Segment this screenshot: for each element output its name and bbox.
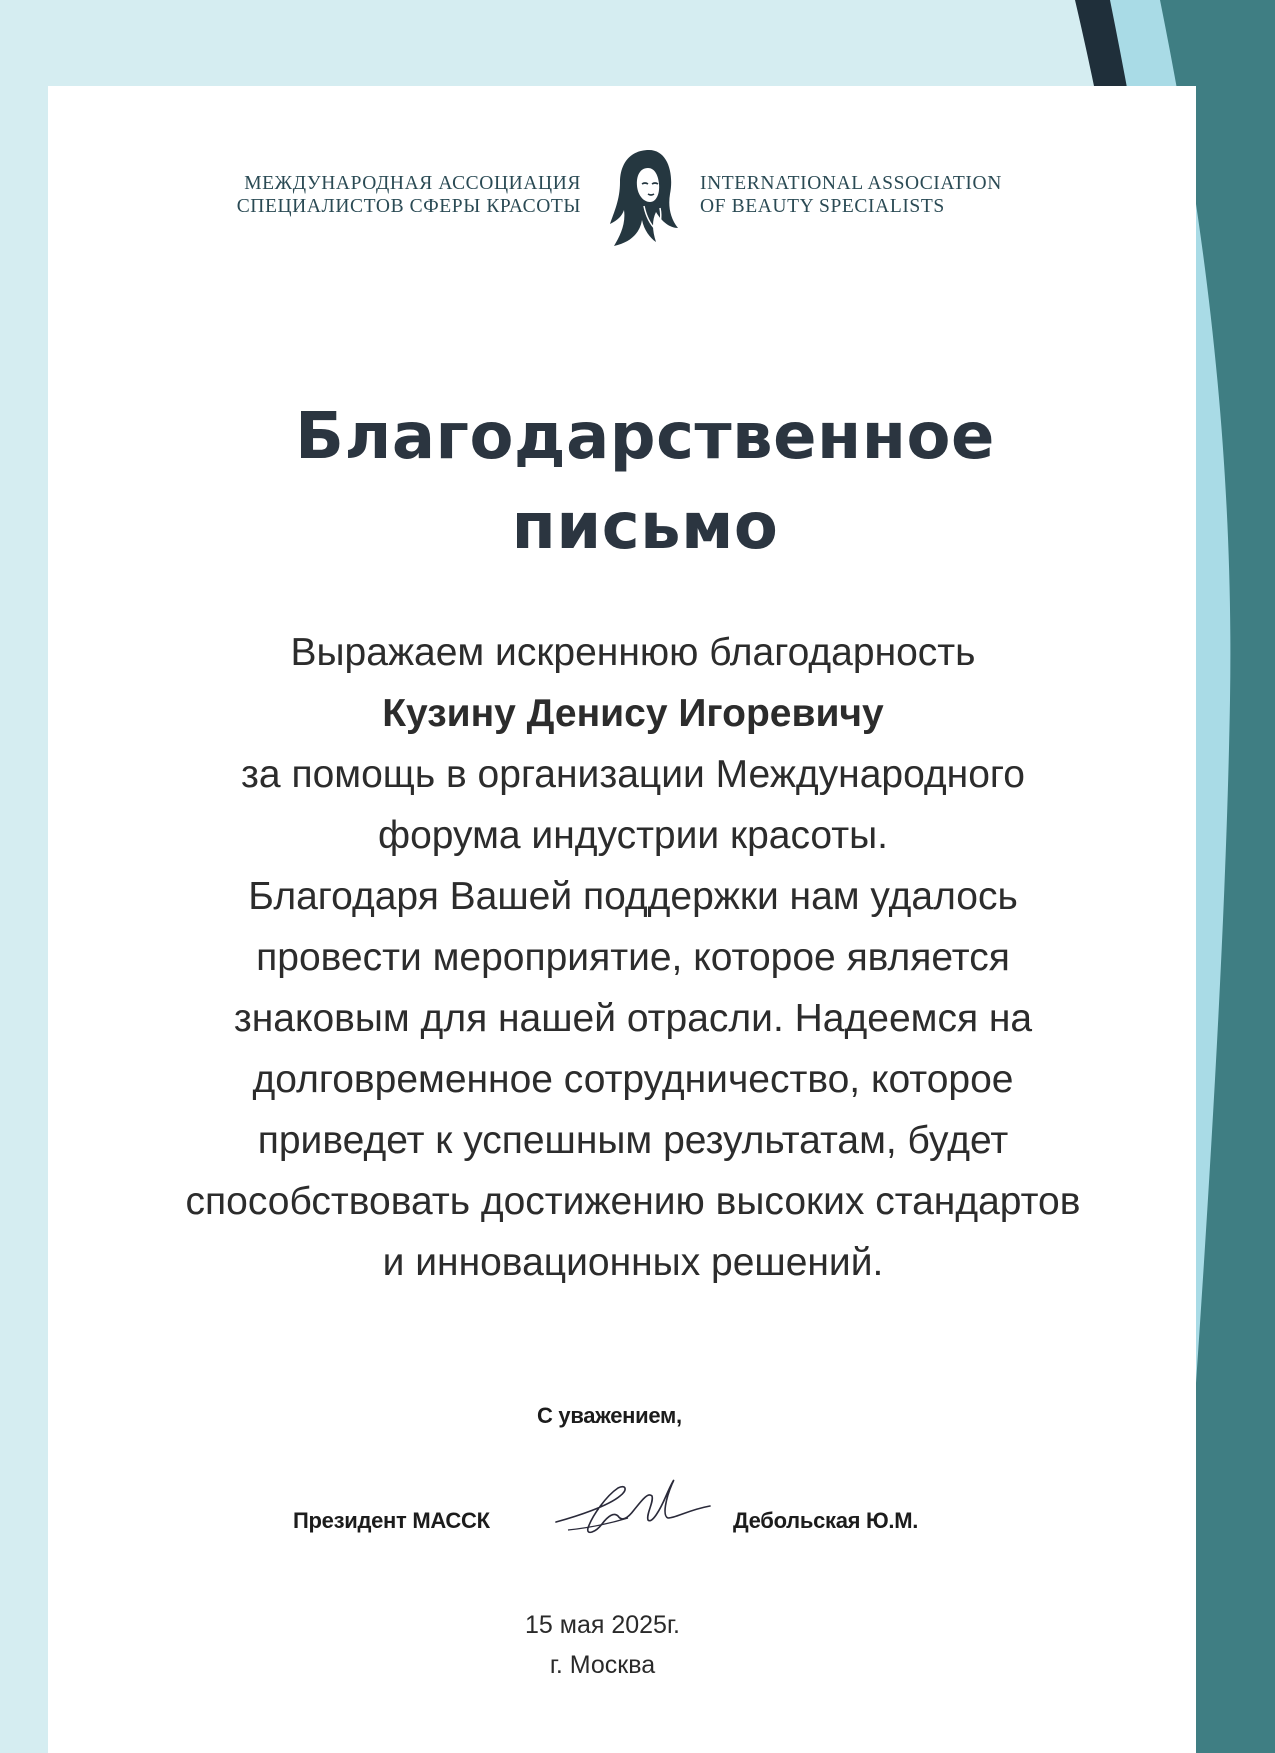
logo-ru-line: МЕЖДУНАРОДНАЯ АССОЦИАЦИЯ (244, 173, 581, 194)
body-line: форума индустрии красоты. (378, 814, 888, 857)
logo-text-ru (237, 172, 581, 218)
title-line: Благодарственное (295, 400, 995, 474)
signatory-role: Президент МАССК (293, 1508, 490, 1533)
signatory-name: Дебольская Ю.М. (733, 1508, 919, 1533)
body-line: Благодаря Вашей поддержки нам удалось (248, 875, 1018, 918)
closing-regards: С уважением, (537, 1403, 682, 1428)
recipient-name: Кузину Денису Игоревичу (382, 692, 884, 735)
woman-silhouette-icon (604, 146, 694, 250)
body-line: способствовать достижению высоких стандартов (185, 1180, 1081, 1223)
letter-text (88, 622, 1178, 1293)
logo-text-en (700, 172, 1002, 218)
body-line: знаковым для нашей отрасли. Надеемся на (233, 997, 1033, 1040)
handwritten-signature-icon (548, 1466, 718, 1546)
letter-date: 15 мая 2025г. (525, 1611, 680, 1639)
body-line: и инновационных решений. (382, 1241, 884, 1284)
intro-line: Выражаем искреннюю благодарность (290, 631, 976, 674)
body-line: провести мероприятие, которое является (256, 936, 1010, 979)
logo-en-line: INTERNATIONAL ASSOCIATION (700, 173, 1002, 194)
title-line: письмо (511, 490, 779, 564)
logo-en-line: OF BEAUTY SPECIALISTS (700, 196, 945, 217)
body-line: приведет к успешным результатам, будет (257, 1119, 1009, 1162)
letter-title (150, 392, 1140, 572)
letter-city: г. Москва (549, 1651, 656, 1679)
body-line: долговременное сотрудничество, которое (252, 1058, 1014, 1101)
logo-ru-line: СПЕЦИАЛИСТОВ СФЕРЫ КРАСОТЫ (236, 196, 581, 217)
body-line: за помощь в организации Международного (241, 753, 1025, 796)
